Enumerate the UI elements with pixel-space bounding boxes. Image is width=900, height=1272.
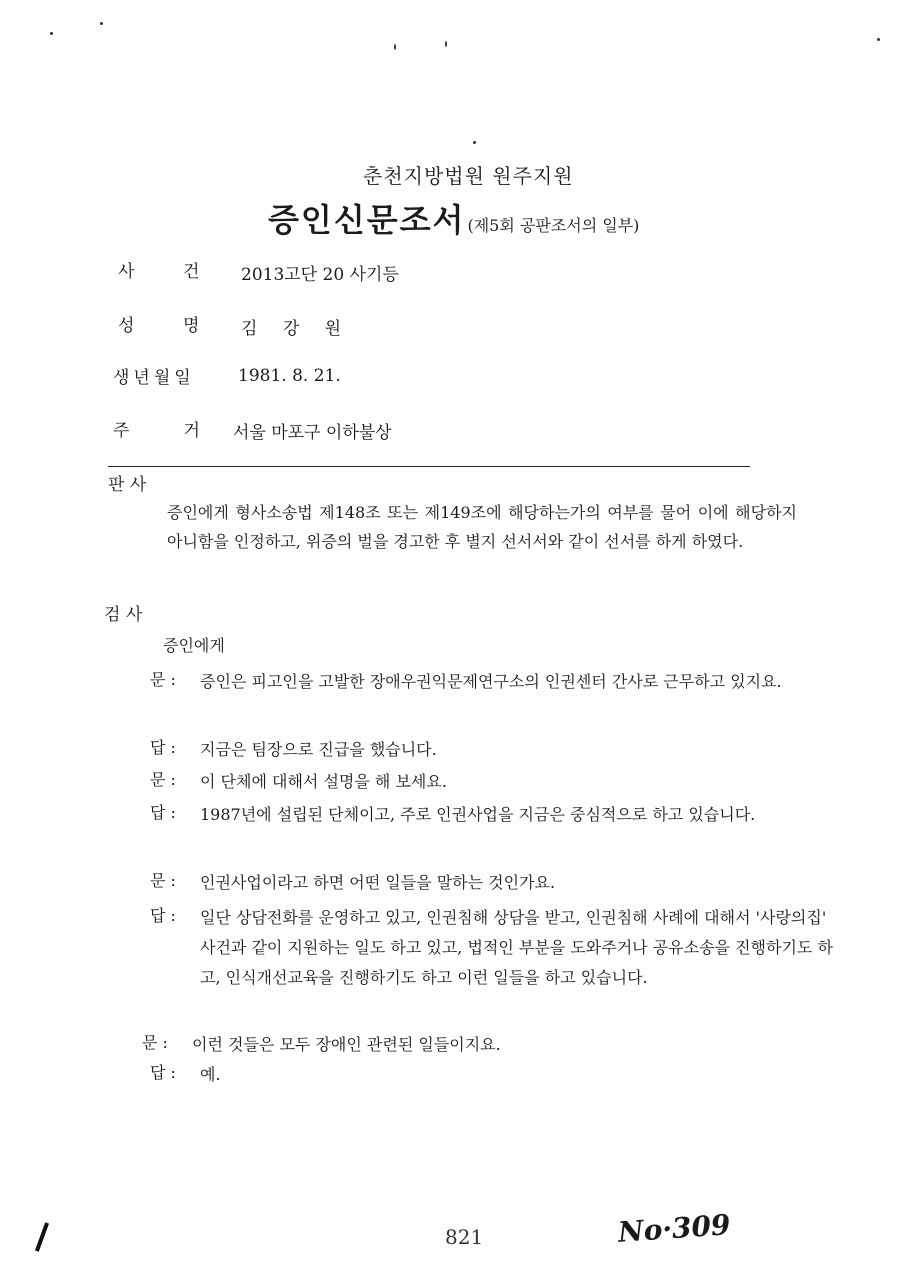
court-name: 춘천지방법원 원주지원	[363, 164, 574, 188]
case-label: 사 건	[118, 262, 200, 282]
document-subtitle: (제5회 공판조서의 일부)	[467, 216, 640, 235]
qa-mark: 답 :	[150, 803, 176, 822]
qa-item	[150, 735, 437, 759]
qa-item	[150, 767, 447, 791]
qa-item	[150, 868, 556, 892]
divider-line	[108, 466, 750, 467]
name-label: 성 명	[118, 316, 200, 336]
qa-text: 인권사업이라고 하면 어떤 일들을 말하는 것인가요.	[200, 873, 556, 892]
birthdate-value: 1981. 8. 21.	[238, 366, 341, 386]
page-number: 821	[445, 1225, 484, 1249]
scan-speck	[50, 32, 53, 35]
address-label: 주 거	[113, 421, 200, 441]
qa-mark: 문 :	[150, 670, 176, 689]
prosecutor-heading: 검 사	[104, 605, 143, 625]
qa-item	[142, 1030, 501, 1054]
scan-speck	[394, 44, 396, 50]
qa-text: 이 단체에 대해서 설명을 해 보세요.	[200, 772, 447, 791]
birthdate-label: 생년월일	[113, 368, 195, 388]
qa-mark: 문 :	[150, 770, 176, 789]
qa-mark: 답 :	[150, 906, 176, 925]
judge-heading: 판 사	[108, 475, 147, 495]
qa-text: 1987년에 설립된 단체이고, 주로 인권사업을 지금은 중심적으로 하고 있습니다.	[200, 805, 756, 824]
qa-mark: 답 :	[150, 1063, 176, 1082]
scan-speck	[877, 38, 880, 41]
judge-paragraph: 증인에게 형사소송법 제148조 또는 제149조에 해당하는가의 여부를 물어 이에 해당하지 아니함을 인정하고, 위증의 벌을 경고한 후 별지 선서서와 같이 선서를 하게 하였다.	[167, 503, 797, 551]
qa-item	[150, 903, 833, 987]
qa-mark: 답 :	[150, 738, 176, 757]
address-value: 서울 마포구 이하불상	[233, 423, 392, 443]
qa-text: 일단 상담전화를 운영하고 있고, 인권침해 상담을 받고, 인권침해 사례에 대해서 '사랑의집' 사건과 같이 지원하는 일도 하고 있고, 법적인 부분을 도와주거나 공유소송을 진행하기도 하고, 인식개선교육을 진행하기도 하고 이런 일들을 하고 있습니다.	[200, 908, 833, 987]
handwritten-page-number: No·309	[616, 1208, 732, 1249]
scan-speck	[100, 22, 103, 25]
qa-text: 지금은 팀장으로 진급을 했습니다.	[200, 740, 437, 759]
qa-text: 이런 것들은 모두 장애인 관련된 일들이지요.	[192, 1035, 501, 1054]
document-title: 증인신문조서	[268, 201, 466, 239]
margin-mark	[35, 1222, 49, 1252]
qa-item	[150, 800, 756, 824]
qa-text: 예.	[200, 1065, 221, 1084]
qa-mark: 문 :	[142, 1033, 168, 1052]
case-value: 2013고단 20 사기등	[241, 265, 399, 285]
qa-item	[150, 1060, 221, 1084]
prosecutor-addressee: 증인에게	[163, 636, 225, 655]
qa-mark: 문 :	[150, 871, 176, 890]
qa-text: 증인은 피고인을 고발한 장애우권익문제연구소의 인권센터 간사로 근무하고 있지요.	[200, 672, 782, 691]
document-title-block	[268, 195, 639, 241]
scan-speck	[473, 141, 476, 144]
qa-item	[150, 667, 782, 691]
scan-speck	[445, 41, 447, 47]
name-value: 김 강 원	[241, 319, 352, 339]
